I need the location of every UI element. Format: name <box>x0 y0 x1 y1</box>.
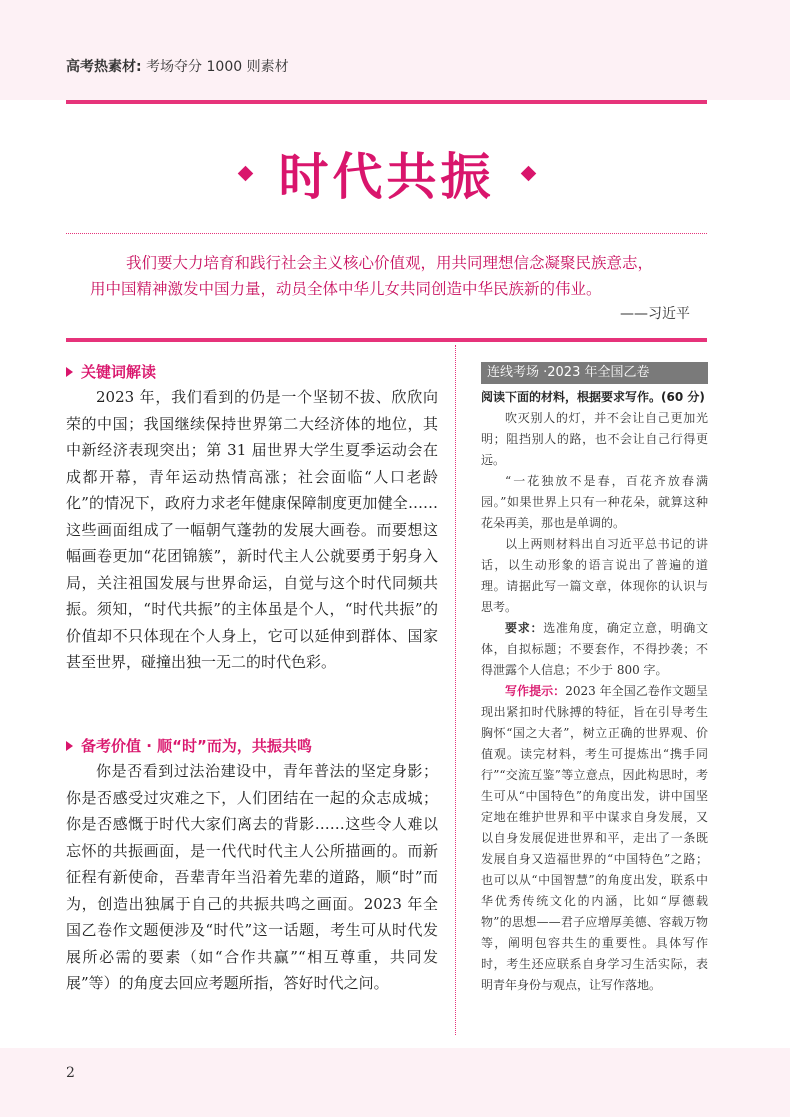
top-rule <box>66 100 707 104</box>
diamond-left-icon <box>237 165 253 181</box>
writing-hint <box>481 681 708 996</box>
material-paragraph-1: 吹灭别人的灯，并不会让自己更加光明；阻挡别人的路，也不会让自己行得更远。 <box>481 411 708 467</box>
section-heading-keywords <box>66 361 446 382</box>
quote-line-2: 用中国精神激发中国力量，动员全体中华儿女共同创造中华民族新的伟业。 <box>90 280 602 298</box>
header-subtitle: 考场夺分 1000 则素材 <box>141 59 289 75</box>
section-body-value: 你是否看到过法治建设中，青年普法的坚定身影；你是否感受过灾难之下，人们团结在一起的众志成城；你是否感慨于时代大家们离去的背影……这些令人难以忘怀的共振画面，是一代代时代主人公所描画的。而新征程有新使命，吾辈青年当沿着先辈的道路，顺“时”而为，创造出独属于自己的共振共鸣之画面。2023 年全国乙卷作文题便涉及“时代”这一话题，考生可从时代发展所必需的要素（如“合作共赢”“相互尊重，共同发展”等）的角度去回应考题所指，答好时代之问。 <box>66 762 438 992</box>
footer-band <box>0 1048 790 1117</box>
quote-line-1: 我们要大力培育和践行社会主义核心价值观，用共同理想信念凝聚民族意志， <box>126 254 654 272</box>
material-paragraph-3: 以上两则材料出自习近平总书记的讲话，以生动形象的语言说出了普遍的道理。请据此写一篇文章，体现你的认识与思考。 <box>481 537 708 614</box>
arrow-right-icon <box>66 741 73 751</box>
page-title: 时代共振 <box>278 148 495 206</box>
header-band <box>0 0 790 100</box>
epigraph-quote <box>90 250 690 302</box>
arrow-right-icon <box>66 367 73 377</box>
quote-author: ——习近平 <box>620 306 690 322</box>
requirements-label: 要求： <box>505 621 544 635</box>
section-heading-value <box>66 735 446 756</box>
requirements-text: 选准角度，确定立意，明确文体，自拟标题；不要套作，不得抄袭；不得泄露个人信息；不少于 800 字。 <box>481 621 708 677</box>
exam-banner: 连线考场 ·2023 年全国乙卷 <box>481 362 708 384</box>
page-number: 2 <box>66 1065 75 1081</box>
material-paragraph-2: “一花独放不是春，百花齐放春满园。”如果世界上只有一种花朵，就算这种花朵再美，那也是单调的。 <box>481 474 708 530</box>
exam-instruction: 阅读下面的材料，根据要求写作。(60 分) <box>481 390 705 404</box>
requirements <box>481 618 708 681</box>
running-header <box>66 56 289 76</box>
writing-hint-label: 写作提示： <box>505 684 566 698</box>
dotted-divider <box>66 233 707 234</box>
section-body-keywords: 2023 年，我们看到的仍是一个坚韧不拔、欣欣向荣的中国；我国继续保持世界第二大经济体的地位，其中新经济表现突出；第 31 届世界大学生夏季运动会在成都开幕，青年运动热情高涨；社会面临“人口老龄化”的情况下，政府力求老年健康保障制度更加健全……这些画面组成了一幅朝气蓬勃的发展大画卷。而要想这幅画卷更加“花团锦簇”，新时代主人公就要勇于躬身入局，关注祖国发展与世界命运，自觉与这个时代同频共振。须知，“时代共振”的主体虽是个人，“时代共振”的价值却不只体现在个人身上，它可以延伸到群体、国家甚至世界，碰撞出独一无二的时代色彩。 <box>66 388 438 671</box>
middle-rule <box>66 338 707 342</box>
header-label: 高考热素材: <box>66 59 142 75</box>
title-block <box>66 138 707 208</box>
writing-hint-text: 2023 年全国乙卷作文题呈现出紧扣时代脉搏的特征，旨在引导考生胸怀“国之大者”，树立正确的世界观、价值观。读完材料，考生可提炼出“携手同行”“交流互鉴”等立意点，因此构思时，考生可从“中国特色”的角度出发，讲中国坚定地在维护世界和平中谋求自身发展，又以自身发展促进世界和平，走出了一条既发展自身又造福世界的“中国特色”之路；也可以从“中国智慧”的角度出发，联系中华优秀传统文化的内涵，比如“厚德载物”的思想——君子应增厚美德、容载万物等，阐明包容共生的重要性。具体写作时，考生还应联系自身学习生活实际，表明青年身份与观点，让写作落地。 <box>481 684 708 992</box>
diamond-right-icon <box>520 165 536 181</box>
section-heading-text: 关键词解读 <box>81 363 157 381</box>
column-divider <box>455 345 456 1035</box>
section-heading-text: 备考价值 · 顺“时”而为，共振共鸣 <box>81 737 312 755</box>
